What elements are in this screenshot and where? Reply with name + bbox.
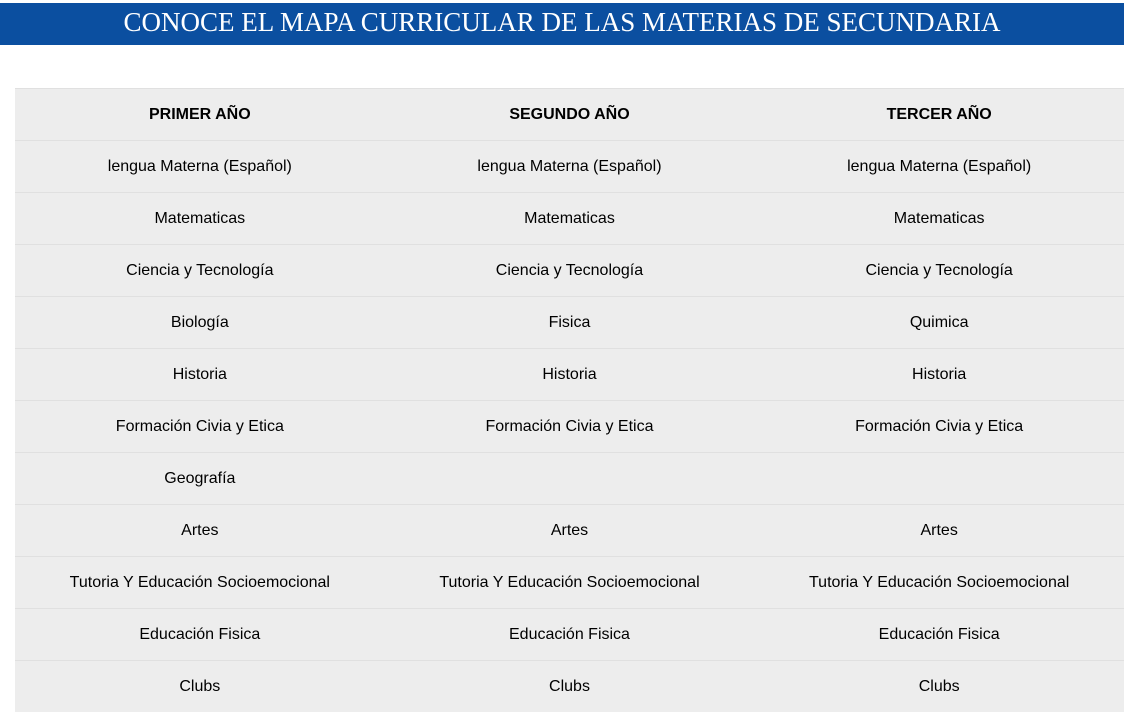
table-cell: Historia [385, 349, 755, 401]
table-cell: Geografía [15, 453, 385, 505]
table-cell: Formación Civia y Etica [15, 401, 385, 453]
table-cell: lengua Materna (Español) [754, 141, 1124, 193]
table-cell: Biología [15, 297, 385, 349]
table-row [15, 557, 1124, 609]
column-header-first-year: PRIMER AÑO [15, 89, 385, 141]
table-cell: Tutoria Y Educación Socioemocional [385, 557, 755, 609]
table-row [15, 505, 1124, 557]
table-cell: Clubs [754, 661, 1124, 713]
table-cell [754, 453, 1124, 505]
column-header-second-year: SEGUNDO AÑO [385, 89, 755, 141]
table-cell: Matematicas [754, 193, 1124, 245]
table-cell: lengua Materna (Español) [385, 141, 755, 193]
table-row [15, 245, 1124, 297]
table-cell [385, 453, 755, 505]
table-cell: Fisica [385, 297, 755, 349]
table-cell: Ciencia y Tecnología [754, 245, 1124, 297]
table-cell: Educación Fisica [15, 609, 385, 661]
table-cell: Formación Civia y Etica [754, 401, 1124, 453]
table-cell: Formación Civia y Etica [385, 401, 755, 453]
table-cell: Tutoria Y Educación Socioemocional [15, 557, 385, 609]
table-cell: lengua Materna (Español) [15, 141, 385, 193]
table-cell: Historia [15, 349, 385, 401]
table-cell: Educación Fisica [754, 609, 1124, 661]
table-cell: Clubs [385, 661, 755, 713]
table-row [15, 453, 1124, 505]
table-row [15, 661, 1124, 713]
table-cell: Artes [754, 505, 1124, 557]
table-cell: Ciencia y Tecnología [15, 245, 385, 297]
table-row [15, 401, 1124, 453]
table-cell: Quimica [754, 297, 1124, 349]
page-title: CONOCE EL MAPA CURRICULAR DE LAS MATERIAS DE SECUNDARIA [123, 7, 1001, 37]
table-cell: Historia [754, 349, 1124, 401]
table-row [15, 297, 1124, 349]
page-title-banner [0, 3, 1124, 45]
table-cell: Matematicas [15, 193, 385, 245]
table-cell: Artes [15, 505, 385, 557]
table-row [15, 609, 1124, 661]
table-cell: Educación Fisica [385, 609, 755, 661]
curriculum-table [15, 88, 1124, 712]
table-row [15, 141, 1124, 193]
column-header-third-year: TERCER AÑO [754, 89, 1124, 141]
table-row [15, 349, 1124, 401]
table-cell: Ciencia y Tecnología [385, 245, 755, 297]
table-cell: Artes [385, 505, 755, 557]
table-cell: Clubs [15, 661, 385, 713]
table-row [15, 193, 1124, 245]
table-header-row [15, 89, 1124, 141]
table-cell: Tutoria Y Educación Socioemocional [754, 557, 1124, 609]
table-cell: Matematicas [385, 193, 755, 245]
